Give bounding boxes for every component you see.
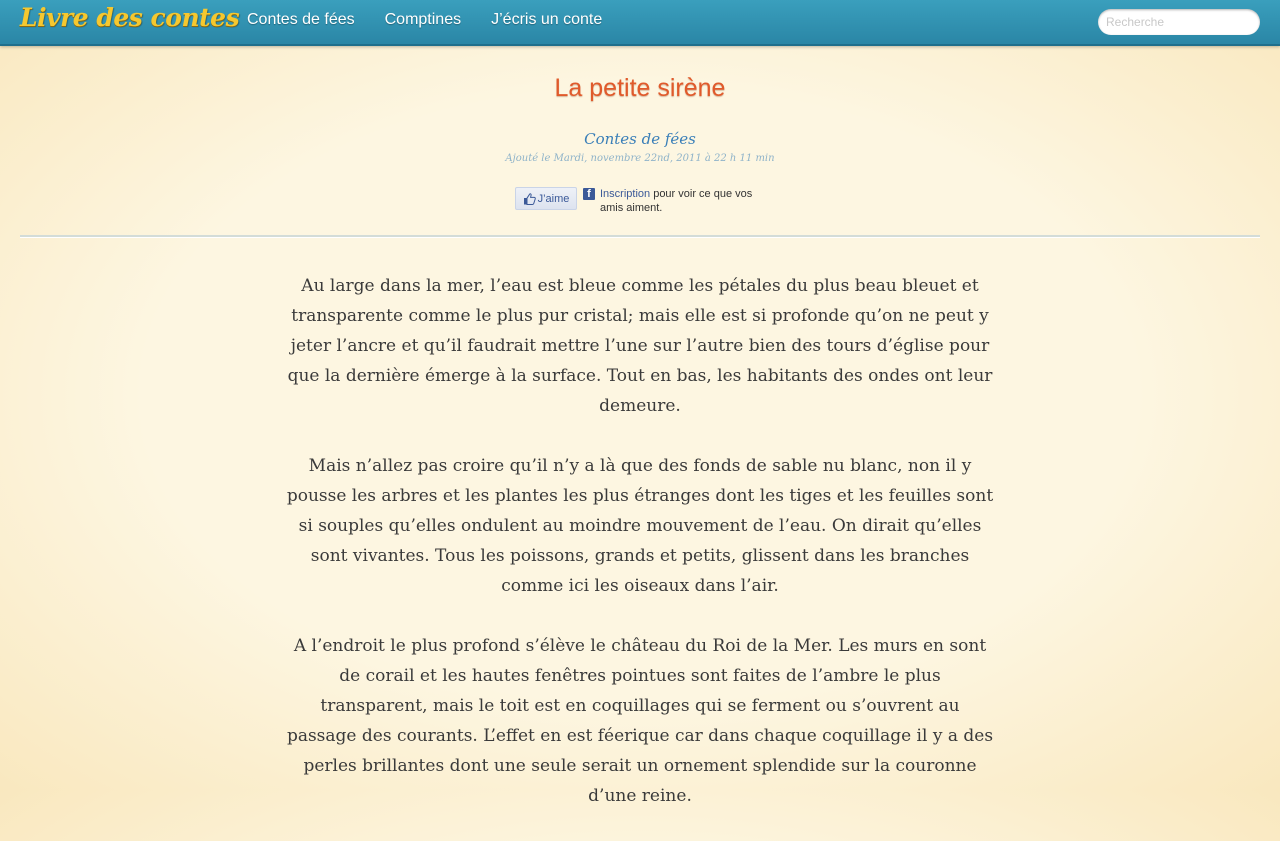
like-label: J’aime — [537, 192, 570, 205]
post-date: Ajouté le Mardi, novembre 22nd, 2011 à 22 h 11 min — [505, 153, 775, 164]
thumbs-up-icon — [523, 193, 536, 205]
facebook-signup-suffix: pour voir ce que vos amis aiment. — [600, 188, 753, 214]
category-link[interactable]: Contes de fées — [584, 130, 696, 148]
story-body — [285, 271, 995, 841]
facebook-signup-text — [600, 187, 760, 215]
facebook-like-button[interactable] — [515, 187, 577, 210]
nav-link-j-ecris-un-conte[interactable]: J’écris un conte — [491, 11, 603, 28]
facebook-signup-link[interactable]: Inscription — [600, 188, 651, 200]
story-paragraph: A l’endroit le plus profond s’élève le château du Roi de la Mer. Les murs en sont de corail et les hautes fenêtres pointues sont faites de l’ambre le plus transparent, mais le toit est en coquillages qui se ferment ou s’ouvrent au passage des courants. L’effet en est féerique car dans chaque coquillage il y a des perles brillantes dont une seule serait un ornement splendide sur la couronne d’une reine. — [286, 636, 994, 806]
main-nav — [247, 11, 602, 29]
site-logo[interactable]: Livre des contes — [20, 3, 240, 32]
search-input[interactable] — [1098, 9, 1260, 35]
story-paragraph: Mais n’allez pas croire qu’il n’y a là que des fonds de sable nu blanc, non il y pousse les arbres et les plantes les plus étranges dont les tiges et les feuilles sont si souples qu’elles ondulent au moindre mouvement de l’eau. On dirait qu’elles sont vivantes. Tous les poissons, grands et petits, glissent dans les branches comme ici les oiseaux dans l’air. — [286, 456, 994, 596]
nav-link-comptines[interactable]: Comptines — [384, 11, 462, 28]
facebook-icon: f — [583, 188, 595, 200]
nav-link-contes-de-fees[interactable]: Contes de fées — [247, 11, 355, 28]
page-title: La petite sirène — [554, 74, 726, 102]
header-divider — [20, 235, 1260, 238]
top-navbar — [0, 0, 1280, 46]
story-paragraph: Au large dans la mer, l’eau est bleue comme les pétales du plus beau bleuet et transparente comme le plus pur cristal; mais elle est si profonde qu’on ne peut y jeter l’ancre et qu’il faudrait mettre l’une sur l’autre bien des tours d’église pour que la dernière émerge à la surface. Tout en bas, les habitants des ondes ont leur demeure. — [287, 276, 993, 416]
